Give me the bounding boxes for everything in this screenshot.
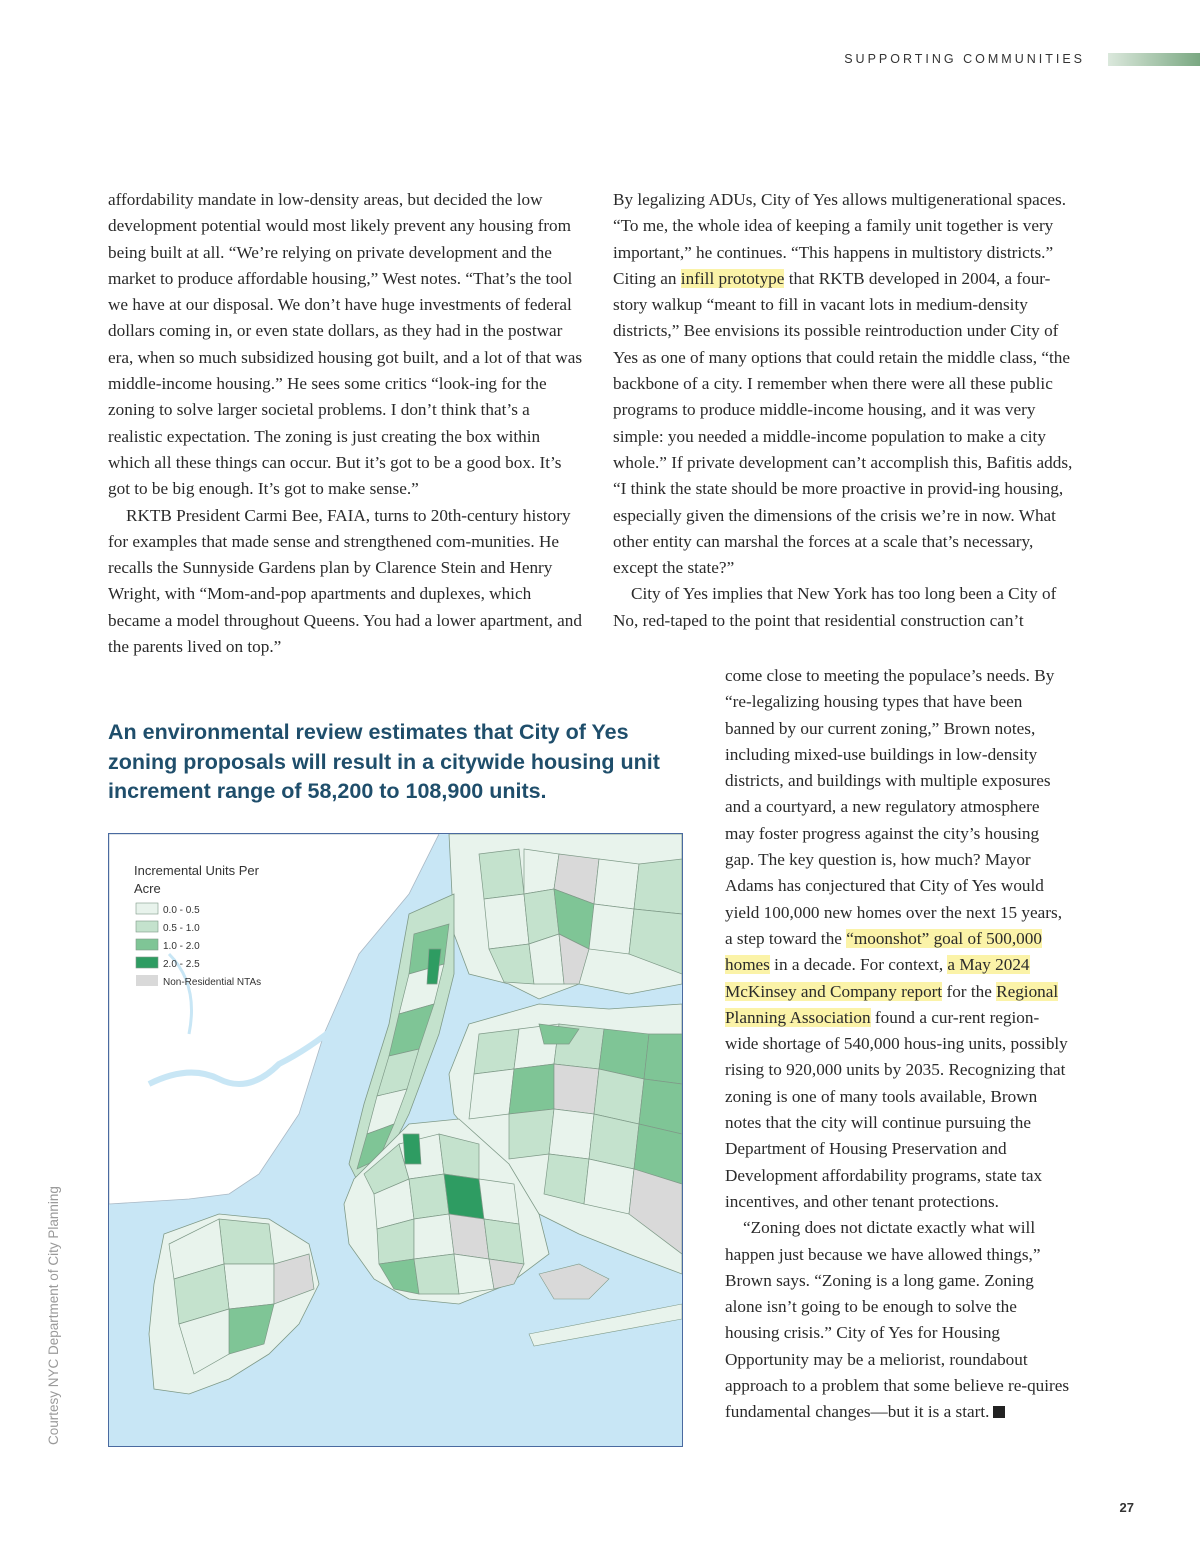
legend-label: Non-Residential NTAs [163,977,262,988]
legend-label: 0.5 - 1.0 [163,923,200,934]
page-number: 27 [1119,1500,1134,1515]
legend-label: 2.0 - 2.5 [163,959,200,970]
header-accent-bar [1108,53,1200,66]
pull-quote: An environmental review estimates that City of Yes zoning proposals will result in a citywide housing unit increment range of 58,200 to 108,900 units. [108,720,660,803]
right-column [613,187,1075,634]
map-svg [109,834,682,1446]
legend-swatch [136,939,158,950]
legend-swatch [136,921,158,932]
narrow-column [725,663,1070,1426]
paragraph: City of Yes implies that New York has too long been a City of No, red-taped to the point that residential construction can’t [613,584,1057,630]
paragraph: RKTB President Carmi Bee, FAIA, turns to 20th-century history for examples that made sense and strengthened com-munities. He recalls the Sunnyside Gardens plan by Clarence Stein and Henry Wright, with “Mom-and-pop apartments and duplexes, which became a model throughout Queens. You had a lower apartment, and the parents lived on top.” [108,505,582,657]
photo-credit: Courtesy NYC Department of City Planning [46,1186,61,1445]
legend-swatch [136,903,158,914]
paragraph: “Zoning does not dictate exactly what will happen just because we have allowed things,” Brown says. “Zoning is a long game. Zoning alone isn’t going to be enough to solve the housing crisis.” City of Yes for Housing Opportunity may be a meliorist, roundabout approach to a problem that some believe re-quires fundamental changes—but it is a start. [725,1218,1070,1422]
section-header: SUPPORTING COMMUNITIES [844,52,1085,66]
left-column [108,187,583,660]
jamaica-bay-islands [539,1264,609,1299]
rockaways [529,1304,682,1346]
legend-swatch [136,957,158,968]
legend-title-2: Acre [134,881,161,896]
end-mark-icon [993,1406,1005,1418]
link-regional-planning-association[interactable]: Regional Planning Association [725,981,1059,1027]
paragraph: By legalizing ADUs, City of Yes allows multigenerational spaces. “To me, the whole idea of keeping a family unit together is very important,” he continues. “This happens in multistory districts.” Citing an infill prototype that RKTB developed in 2004, a four-story walkup “meant to fill in vacant lots in medium-density districts,” Bee envisions its possible reintroduction under City of Yes as one of many options that could retain the middle class, “the backbone of a city. I remember when there were all these public programs to produce middle-income housing, and it was very simple: you needed a middle-income population to make a city whole.” If private development can’t accomplish this, Bafitis adds, “I think the state should be more proactive in provid-ing housing, especially given the dimensions of the crisis we’re in now. What other entity can marshal the forces at a scale that’s necessary, except the state?” [613,190,1073,578]
legend-title: Incremental Units Per [134,863,259,878]
legend-label: 1.0 - 2.0 [163,941,200,952]
link-moonshot-goal[interactable]: “moonshot” goal of 500,000 homes [725,928,1042,975]
paragraph: affordability mandate in low-density areas, but decided the low development potential would most likely prevent any housing from being built at all. “We’re relying on private development and the market to produce affordable housing,” West notes. “That’s the tool we have at our disposal. We don’t have huge investments of federal dollars coming in, or even state dollars, as they had in the postwar era, when so much subsidized housing got built, and a lot of that was middle-income housing.” He sees some critics “look-ing for the zoning to solve larger societal problems. I don’t think that’s a realistic expectation. The zoning is just creating the box within which all these things can occur. But it’s got to be a good box. It’s got to be big enough. It’s got to make sense.” [108,190,583,499]
link-mckinsey-report[interactable]: a May 2024 McKinsey and Company report [725,955,1030,1001]
paragraph: come close to meeting the populace’s needs. By “re-legalizing housing types that have been banned by our current zoning,” Brown notes, including mixed-use buildings in low-density districts, and buildings with multiple exposures and a courtyard, a new regulatory atmosphere may foster progress against the city’s housing gap. The key question is, how much? Mayor Adams has conjectured that City of Yes would yield 100,000 new homes over the next 15 years, a step toward the “moonshot” goal of 500,000 homes in a decade. For context, a May 2024 McKinsey and Company report for the Regional Planning Association found a cur-rent region-wide shortage of 540,000 hous-ing units, possibly rising to 920,000 units by 2035. Recognizing that zoning is one of many tools available, Brown notes that the city will continue pursuing the Department of Housing Preservation and Development affordability programs, state tax incentives, and other tenant protections. [725,666,1068,1211]
legend-label: 0.0 - 0.5 [163,905,200,916]
link-infill-prototype[interactable]: infill prototype [680,268,785,288]
zoning-map [108,833,683,1447]
legend-swatch [136,975,158,986]
